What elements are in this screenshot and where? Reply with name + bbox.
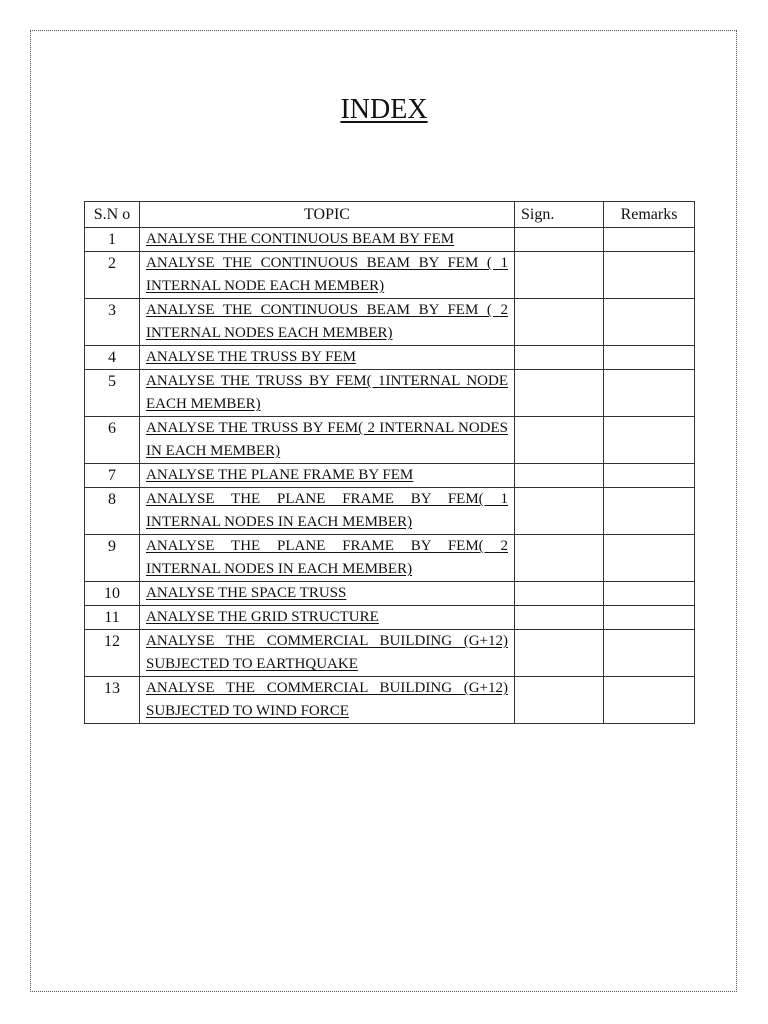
row-remarks xyxy=(604,535,695,582)
row-topic: ANALYSE THE PLANE FRAME BY FEM( 2 INTERNAL NODES IN EACH MEMBER) xyxy=(140,535,515,582)
row-sno: 10 xyxy=(85,582,140,606)
row-remarks xyxy=(604,630,695,677)
row-sno: 5 xyxy=(85,370,140,417)
row-sno: 11 xyxy=(85,606,140,630)
header-sign: Sign. xyxy=(515,202,604,228)
table-row xyxy=(85,582,695,606)
row-sign xyxy=(515,417,604,464)
row-topic: ANALYSE THE CONTINUOUS BEAM BY FEM xyxy=(140,228,515,252)
table-row xyxy=(85,535,695,582)
row-sign xyxy=(515,299,604,346)
row-sign xyxy=(515,228,604,252)
row-topic: ANALYSE THE SPACE TRUSS xyxy=(140,582,515,606)
row-sno: 13 xyxy=(85,677,140,724)
row-sno: 3 xyxy=(85,299,140,346)
table-row xyxy=(85,677,695,724)
table-row xyxy=(85,228,695,252)
row-sno: 8 xyxy=(85,488,140,535)
row-sign xyxy=(515,370,604,417)
row-remarks xyxy=(604,346,695,370)
row-topic: ANALYSE THE CONTINUOUS BEAM BY FEM ( 2 INTERNAL NODES EACH MEMBER) xyxy=(140,299,515,346)
row-sno: 7 xyxy=(85,464,140,488)
row-topic: ANALYSE THE COMMERCIAL BUILDING (G+12) SUBJECTED TO EARTHQUAKE xyxy=(140,630,515,677)
row-remarks xyxy=(604,582,695,606)
row-topic: ANALYSE THE PLANE FRAME BY FEM xyxy=(140,464,515,488)
table-row xyxy=(85,606,695,630)
row-sign xyxy=(515,464,604,488)
row-sign xyxy=(515,606,604,630)
row-remarks xyxy=(604,228,695,252)
row-topic: ANALYSE THE GRID STRUCTURE xyxy=(140,606,515,630)
row-topic: ANALYSE THE CONTINUOUS BEAM BY FEM ( 1 INTERNAL NODE EACH MEMBER) xyxy=(140,252,515,299)
row-topic: ANALYSE THE COMMERCIAL BUILDING (G+12) SUBJECTED TO WIND FORCE xyxy=(140,677,515,724)
header-sno: S.N o xyxy=(85,202,140,228)
table-row xyxy=(85,370,695,417)
row-remarks xyxy=(604,464,695,488)
row-remarks xyxy=(604,488,695,535)
row-remarks xyxy=(604,252,695,299)
row-sign xyxy=(515,346,604,370)
index-table xyxy=(84,201,695,724)
row-remarks xyxy=(604,299,695,346)
row-sno: 12 xyxy=(85,630,140,677)
table-row xyxy=(85,488,695,535)
row-topic: ANALYSE THE TRUSS BY FEM( 2 INTERNAL NODES IN EACH MEMBER) xyxy=(140,417,515,464)
table-row xyxy=(85,299,695,346)
row-remarks xyxy=(604,677,695,724)
header-topic: TOPIC xyxy=(140,202,515,228)
row-sno: 9 xyxy=(85,535,140,582)
row-remarks xyxy=(604,606,695,630)
page-title: INDEX xyxy=(340,94,428,125)
table-row xyxy=(85,630,695,677)
row-sno: 1 xyxy=(85,228,140,252)
row-remarks xyxy=(604,417,695,464)
header-remarks: Remarks xyxy=(604,202,695,228)
row-topic: ANALYSE THE TRUSS BY FEM( 1INTERNAL NODE EACH MEMBER) xyxy=(140,370,515,417)
table-row xyxy=(85,346,695,370)
table-header-row xyxy=(85,202,695,228)
row-sign xyxy=(515,252,604,299)
row-sign xyxy=(515,630,604,677)
row-topic: ANALYSE THE PLANE FRAME BY FEM( 1 INTERNAL NODES IN EACH MEMBER) xyxy=(140,488,515,535)
row-sno: 2 xyxy=(85,252,140,299)
row-sign xyxy=(515,677,604,724)
row-sign xyxy=(515,535,604,582)
table-row xyxy=(85,252,695,299)
row-sign xyxy=(515,582,604,606)
row-sign xyxy=(515,488,604,535)
row-sno: 6 xyxy=(85,417,140,464)
row-topic: ANALYSE THE TRUSS BY FEM xyxy=(140,346,515,370)
table-row xyxy=(85,464,695,488)
row-remarks xyxy=(604,370,695,417)
row-sno: 4 xyxy=(85,346,140,370)
table-row xyxy=(85,417,695,464)
